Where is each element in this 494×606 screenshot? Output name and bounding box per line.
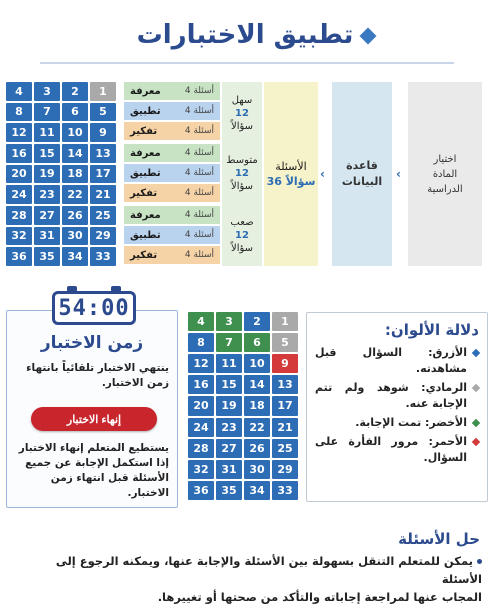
question-cell[interactable]: 18 (244, 396, 270, 415)
legend-text: الأزرق: السؤال قبل مشاهدته. (315, 346, 467, 375)
arrow-left-icon: ‹ (320, 167, 325, 181)
question-cell: 35 (34, 247, 60, 266)
type-count: 4 أسئلة (184, 86, 214, 96)
solution-line: المجاب عنها لمراجعة إجاباته والتأكد من صحتها أو تغييرها. (157, 590, 482, 604)
type-thinking-hard (124, 246, 220, 264)
exam-structure-diagram (6, 82, 488, 268)
question-cell[interactable]: 1 (272, 312, 298, 331)
solution-line: يمكن للمتعلم التنقل بسهولة بين الأسئلة والإجابة عنها، ويمكنه الرجوع إلى الأسئلة (55, 554, 482, 586)
type-label: معرفة (130, 147, 161, 159)
timer-title: زمن الاختبار (40, 333, 144, 353)
timer-text-line: ينتهي الاختبار تلقائياً بانتهاء (26, 362, 169, 374)
level-count: 12 (235, 230, 249, 241)
level-unit: سؤالاً (230, 243, 254, 254)
page-header (0, 0, 494, 70)
type-knowledge-easy (124, 82, 220, 100)
question-cell: 21 (90, 185, 116, 204)
timer-text-line: يستطيع المتعلم إنهاء الاختبار (18, 442, 169, 454)
questions-total-box (264, 82, 318, 266)
question-cell: 9 (90, 123, 116, 142)
type-label: تفكير (130, 249, 158, 261)
question-cell: 10 (62, 123, 88, 142)
timer-text-line: إذا استكمل الإجابة عن جميع (25, 457, 169, 469)
subject-select-box (408, 82, 482, 266)
question-cell: 2 (62, 82, 88, 101)
question-cell[interactable]: 20 (188, 396, 214, 415)
type-label: تفكير (130, 125, 158, 137)
level-label: صعب (230, 217, 254, 228)
question-cell: 24 (6, 185, 32, 204)
question-cell[interactable]: 9 (272, 354, 298, 373)
database-line2: البيانات (341, 175, 383, 188)
question-cell[interactable]: 30 (244, 460, 270, 479)
question-cell: 25 (90, 206, 116, 225)
question-cell: 17 (90, 165, 116, 184)
question-cell[interactable]: 32 (188, 460, 214, 479)
level-unit: سؤالاً (230, 121, 254, 132)
type-label: تفكير (130, 187, 158, 199)
type-count: 4 أسئلة (184, 210, 214, 220)
question-cell: 8 (6, 103, 32, 122)
questions-total-value: 36 سؤالاً (266, 175, 316, 188)
question-cell: 5 (90, 103, 116, 122)
question-cell[interactable]: 23 (216, 418, 242, 437)
type-knowledge-medium (124, 144, 220, 162)
legend-text: الأحمر: مرور الفأرة على السؤال. (315, 435, 467, 464)
type-application-easy (124, 102, 220, 120)
question-cell: 20 (6, 165, 32, 184)
timer-clock-value: 54:00 (58, 295, 130, 321)
level-medium (222, 154, 262, 193)
bullet-icon (477, 559, 482, 564)
question-cell[interactable]: 3 (216, 312, 242, 331)
type-count: 4 أسئلة (184, 126, 214, 136)
type-count: 4 أسئلة (184, 148, 214, 158)
question-cell: 14 (62, 144, 88, 163)
question-cell[interactable]: 8 (188, 333, 214, 352)
diamond-icon (472, 438, 480, 446)
question-cell: 4 (6, 82, 32, 101)
question-cell[interactable]: 26 (244, 439, 270, 458)
color-legend-panel (306, 312, 488, 502)
legend-item-red (315, 434, 479, 466)
type-thinking-medium (124, 184, 220, 202)
type-count: 4 أسئلة (184, 188, 214, 198)
level-easy (222, 94, 262, 133)
question-cell[interactable]: 15 (216, 375, 242, 394)
question-cell[interactable]: 22 (244, 418, 270, 437)
type-count: 4 أسئلة (184, 168, 214, 178)
diamond-icon (360, 28, 377, 45)
question-status-grid (188, 312, 298, 500)
type-label: معرفة (130, 209, 161, 221)
question-cell: 18 (62, 165, 88, 184)
question-cell[interactable]: 29 (272, 460, 298, 479)
question-cell: 7 (34, 103, 60, 122)
question-cell[interactable]: 12 (188, 354, 214, 373)
level-label: متوسط (226, 155, 258, 166)
question-cell: 1 (90, 82, 116, 101)
question-cell: 31 (34, 227, 60, 246)
level-count: 12 (235, 108, 249, 119)
level-unit: سؤالاً (230, 181, 254, 192)
question-cell: 19 (34, 165, 60, 184)
subject-line1: اختيار (433, 153, 457, 165)
question-cell: 13 (90, 144, 116, 163)
question-cell: 26 (62, 206, 88, 225)
type-thinking-easy (124, 122, 220, 140)
question-cell: 12 (6, 123, 32, 142)
type-label: تطبيق (130, 229, 161, 241)
question-cell[interactable]: 19 (216, 396, 242, 415)
type-application-medium (124, 164, 220, 182)
diamond-icon (472, 384, 480, 392)
type-label: تطبيق (130, 105, 161, 117)
difficulty-level-column (222, 82, 262, 266)
question-cell[interactable]: 36 (188, 481, 214, 500)
question-cell[interactable]: 33 (272, 481, 298, 500)
question-cell[interactable]: 16 (188, 375, 214, 394)
timer-text-line: زمن الاختبار. (101, 377, 169, 389)
question-cell[interactable]: 14 (244, 375, 270, 394)
timer-text-line: الأسئلة قبل انتهاء زمن الاختبار. (50, 472, 169, 499)
header-divider (40, 62, 454, 64)
question-cell[interactable]: 21 (272, 418, 298, 437)
diamond-icon (472, 419, 480, 427)
timer-manual-end-text (17, 441, 169, 501)
database-line1: قاعدة (346, 159, 378, 172)
question-cell: 23 (34, 185, 60, 204)
level-hard (222, 216, 262, 255)
solution-text (12, 552, 482, 606)
subject-line2: المادة (432, 168, 458, 180)
level-label: سهل (231, 95, 253, 106)
diamond-icon (472, 349, 480, 357)
question-cell: 32 (6, 227, 32, 246)
question-cell: 36 (6, 247, 32, 266)
database-box (332, 82, 392, 266)
question-cell[interactable]: 27 (216, 439, 242, 458)
questions-total-label: الأسئلة (275, 160, 307, 173)
legend-title: دلالة الألوان: (384, 321, 479, 339)
question-cell[interactable]: 24 (188, 418, 214, 437)
type-knowledge-hard (124, 206, 220, 224)
end-exam-button[interactable]: إنهاء الاختبار (31, 407, 157, 431)
question-cell: 22 (62, 185, 88, 204)
legend-item-gray (315, 380, 479, 412)
timer-auto-end-text (17, 361, 169, 391)
type-application-hard (124, 226, 220, 244)
question-cell[interactable]: 6 (244, 333, 270, 352)
question-cell: 16 (6, 144, 32, 163)
question-cell[interactable]: 31 (216, 460, 242, 479)
question-cell[interactable]: 4 (188, 312, 214, 331)
type-label: تطبيق (130, 167, 161, 179)
type-count: 4 أسئلة (184, 106, 214, 116)
question-cell[interactable]: 7 (216, 333, 242, 352)
subject-line3: الدراسية (427, 183, 463, 195)
exam-timer-panel (6, 295, 178, 508)
legend-text: الرمادي: شوهد ولم تتم الإجابة عنه. (315, 381, 467, 410)
question-cell: 6 (62, 103, 88, 122)
legend-text: الأخضر: تمت الإجابة. (355, 416, 467, 429)
question-cell: 30 (62, 227, 88, 246)
question-cell[interactable]: 13 (272, 375, 298, 394)
legend-item-blue (315, 345, 479, 377)
question-cell: 11 (34, 123, 60, 142)
question-type-column (124, 82, 220, 266)
question-cell[interactable]: 28 (188, 439, 214, 458)
question-cell[interactable]: 5 (272, 333, 298, 352)
question-cell[interactable]: 10 (244, 354, 270, 373)
question-cell: 34 (62, 247, 88, 266)
question-cell[interactable]: 17 (272, 396, 298, 415)
type-label: معرفة (130, 85, 161, 97)
question-cell: 33 (90, 247, 116, 266)
question-cell[interactable]: 25 (272, 439, 298, 458)
question-cell: 3 (34, 82, 60, 101)
question-cell[interactable]: 11 (216, 354, 242, 373)
question-cell[interactable]: 2 (244, 312, 270, 331)
solution-title: حل الأسئلة (398, 530, 480, 548)
question-cell[interactable]: 34 (244, 481, 270, 500)
question-cell[interactable]: 35 (216, 481, 242, 500)
legend-item-green (315, 415, 479, 431)
clock-icon (52, 291, 136, 325)
question-number-grid (6, 82, 116, 266)
type-count: 4 أسئلة (184, 250, 214, 260)
question-cell: 28 (6, 206, 32, 225)
arrow-left-icon: ‹ (396, 167, 401, 181)
page-title: تطبيق الاختبارات (136, 20, 354, 50)
question-cell: 15 (34, 144, 60, 163)
type-count: 4 أسئلة (184, 230, 214, 240)
level-count: 12 (235, 168, 249, 179)
question-cell: 29 (90, 227, 116, 246)
question-cell: 27 (34, 206, 60, 225)
